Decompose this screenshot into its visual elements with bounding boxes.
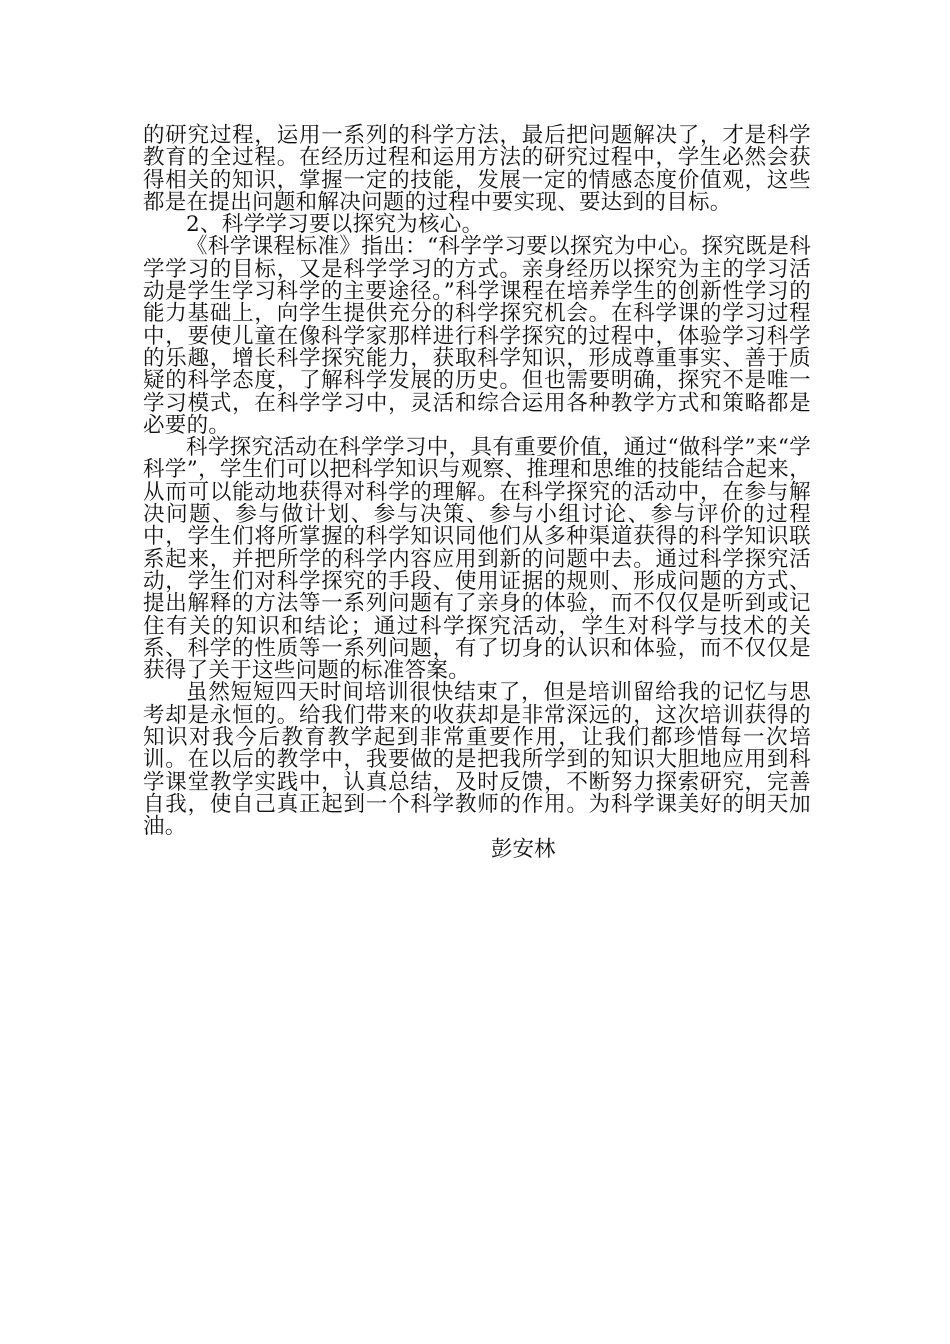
paragraph-inquiry-activity: 科学探究活动在科学学习中，具有重要价值，通过“做科学”来“学科学”，学生们可以把科学知识与观察、推理和思维的技能结合起来，从而可以能动地获得对科学的理解。在科学探究的活动中，在参与解决问题、参与做计划、参与决策、参与小组讨论、参与评价的过程中，学生们将所掌握的科学知识同他们从多种渠道获得的科学知识联系起来，并把所学的科学内容应用到新的问题中去。通过科学探究活动，学生们对科学探究的手段、使用证据的规则、形成问题的方式、提出解释的方法等一系列问题有了亲身的体验，而不仅仅是听到或记住有关的知识和结论；通过科学探究活动，学生对科学与技术的关系、科学的性质等一系列问题，有了切身的认识和体验，而不仅仅是获得了关于这些问题的标准答案。 xyxy=(143,435,811,684)
section-heading-inquiry-core: 2、科学学习要以探究为核心。 xyxy=(186,212,484,238)
paragraph-conclusion: 虽然短短四天时间培训很快结束了，但是培训留给我的记忆与思考却是永恒的。给我们带来的收获却是非常深远的，这次培训获得的知识对我今后教育教学起到非常重要作用，让我们都珍惜每一次培训。在以后的教学中，我要做的是把我所学到的知识大胆地应用到科学课堂教学实践中，认真总结，及时反馈，不断努力探索研究，完善自我，使自己真正起到一个科学教师的作用。为科学课美好的明天加油。 xyxy=(143,680,811,840)
document-page xyxy=(143,125,811,861)
author-signature: 彭安林 xyxy=(491,836,556,862)
paragraph-curriculum-standard: 《科学课程标准》指出：“科学学习要以探究为中心。探究既是科学学习的目标，又是科学学习的方式。亲身经历以探究为主的学习活动是学生学习科学的主要途径。”科学课程在培养学生的创新性学习的能力基础上，向学生提供充分的科学探究机会。在科学课的学习过程中，要使儿童在像科学家那样进行科学探究的过程中，体验学习科学的乐趣，增长科学探究能力，获取科学知识，形成尊重事实、善于质疑的科学态度，了解科学发展的历史。但也需要明确，探究不是唯一学习模式，在科学学习中，灵活和综合运用各种教学方式和策略都是必要的。 xyxy=(143,234,811,438)
paragraph-intro-continuation: 的研究过程，运用一系列的科学方法，最后把问题解决了，才是科学教育的全过程。在经历过程和运用方法的研究过程中，学生必然会获得相关的知识，掌握一定的技能，发展一定的情感态度价值观，这些都是在提出问题和解决问题的过程中要实现、要达到的目标。 xyxy=(143,123,811,215)
